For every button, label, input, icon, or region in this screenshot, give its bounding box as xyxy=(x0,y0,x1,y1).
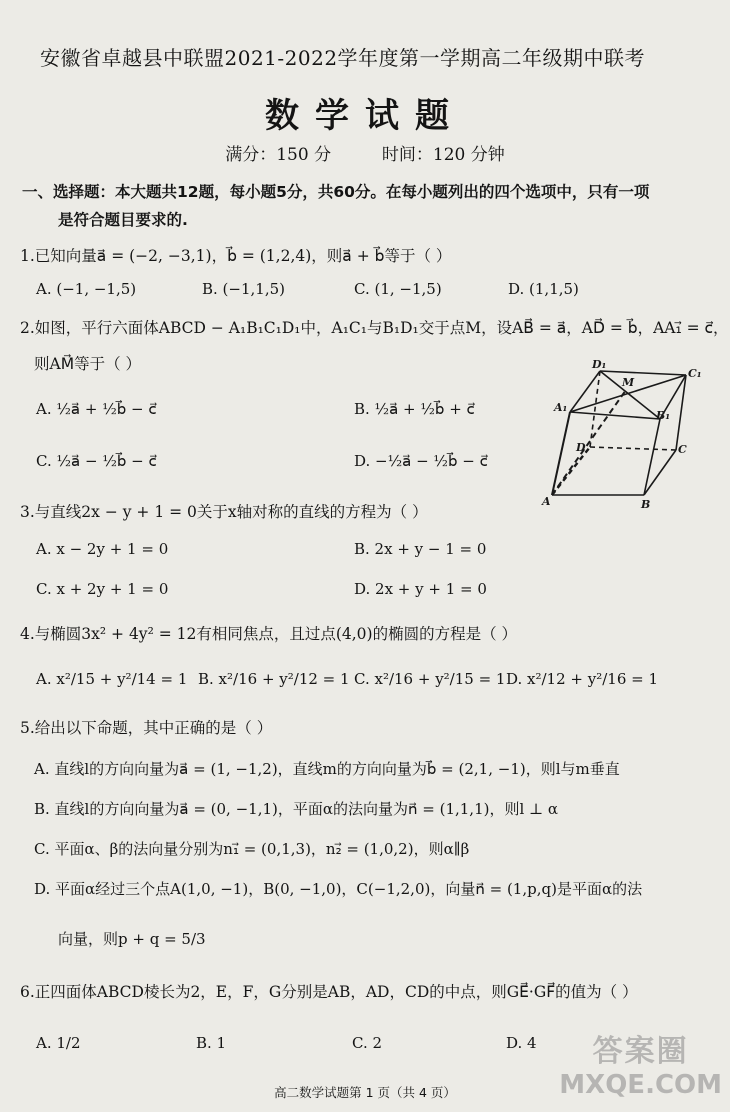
edge-b1-a1 xyxy=(570,412,660,419)
subject-title: 数学试题 xyxy=(265,96,465,136)
question-2-option-d: D. −½a⃗ − ½b⃗ − c⃗ xyxy=(354,452,488,470)
label-b: B xyxy=(641,498,651,511)
question-2-option-a: A. ½a⃗ + ½b⃗ − c⃗ xyxy=(36,400,157,418)
watermark-logo xyxy=(559,1026,722,1100)
question-3-option-b: B. 2x + y − 1 = 0 xyxy=(354,540,487,558)
question-3-stem: 3.与直线2x − y + 1 = 0关于x轴对称的直线的方程为（ ） xyxy=(20,503,428,521)
question-1-option-b: B. (−1,1,5) xyxy=(202,280,285,298)
question-2-stem-line2: 则AM⃗等于（ ） xyxy=(34,355,141,373)
label-a1: A₁ xyxy=(554,401,568,414)
question-5-option-b: B. 直线l的方向向量为a⃗ = (0, −1,1)，平面α的法向量为n⃗ = (1,1,1)，则l ⊥ α xyxy=(34,800,559,818)
question-3-option-d: D. 2x + y + 1 = 0 xyxy=(354,580,487,598)
page-footer: 高二数学试题第 1 页（共 4 页） xyxy=(274,1085,456,1100)
exam-header-title: 安徽省卓越县中联盟2021-2022学年度第一学期高二年级期中联考 xyxy=(40,46,646,70)
label-d: D xyxy=(576,441,586,454)
question-6-option-a: A. 1/2 xyxy=(36,1034,81,1052)
section-heading-line2: 是符合题目要求的. xyxy=(58,211,188,229)
question-4-option-c: C. x²/16 + y²/15 = 1 xyxy=(354,670,506,688)
question-5-option-c: C. 平面α、β的法向量分别为n₁⃗ = (0,1,3)，n₂⃗ = (1,0,2)，则α∥β xyxy=(34,840,470,858)
question-2-option-c: C. ½a⃗ − ½b⃗ − c⃗ xyxy=(36,452,157,470)
edge-d-c xyxy=(590,447,676,450)
watermark-text: 答案圈 xyxy=(592,1034,689,1069)
question-4-option-b: B. x²/16 + y²/12 = 1 xyxy=(198,670,350,688)
question-1-option-d: D. (1,1,5) xyxy=(508,280,579,298)
question-4-option-d: D. x²/12 + y²/16 = 1 xyxy=(506,670,659,688)
question-5-stem: 5.给出以下命题，其中正确的是（ ） xyxy=(20,719,273,737)
question-5-option-a: A. 直线l的方向向量为a⃗ = (1, −1,2)，直线m的方向向量为b⃗ = (2,1, −1)，则l与m垂直 xyxy=(34,760,620,778)
question-6-option-d: D. 4 xyxy=(506,1034,537,1052)
question-3-option-a: A. x − 2y + 1 = 0 xyxy=(36,540,169,558)
label-a: A xyxy=(542,495,551,508)
question-2-option-b: B. ½a⃗ + ½b⃗ + c⃗ xyxy=(354,400,475,418)
score-label: 满分：150 分 xyxy=(225,145,332,165)
question-6-option-c: C. 2 xyxy=(352,1034,383,1052)
label-m: M xyxy=(622,376,635,389)
question-6-stem: 6.正四面体ABCD棱长为2，E，F，G分别是AB，AD，CD的中点，则GE⃗·GF⃗的值为（ ） xyxy=(20,983,638,1001)
watermark-url: MXQE.COM xyxy=(559,1070,722,1100)
question-4-stem: 4.与椭圆3x² + 4y² = 12有相同焦点，且过点(4,0)的椭圆的方程是（ ） xyxy=(20,625,518,643)
exam-meta xyxy=(0,140,730,165)
parallelepiped-figure xyxy=(540,355,730,515)
question-6-option-b: B. 1 xyxy=(196,1034,227,1052)
question-2-stem-line1: 2.如图，平行六面体ABCD − A₁B₁C₁D₁中，A₁C₁与B₁D₁交于点M，设AB⃗ = a⃗，AD⃗ = b⃗，AA₁⃗ = c⃗， xyxy=(20,319,729,337)
question-1-stem: 1.已知向量a⃗ = (−2, −3,1)，b⃗ = (1,2,4)，则a⃗ + b⃗等于（ ） xyxy=(20,247,452,265)
question-5-option-d: D. 平面α经过三个点A(1,0, −1)，B(0, −1,0)，C(−1,2,0)，向量n⃗ = (1,p,q)是平面α的法 xyxy=(34,880,643,898)
edge-d1-c1 xyxy=(600,371,686,375)
label-c: C xyxy=(678,443,687,456)
question-4-option-a: A. x²/15 + y²/14 = 1 xyxy=(36,670,188,688)
question-1-option-c: C. (1, −1,5) xyxy=(354,280,442,298)
question-5-option-d-cont: 向量，则p + q = 5/3 xyxy=(58,930,206,948)
edge-c1-c xyxy=(676,375,686,450)
edge-a1-d1 xyxy=(570,371,600,412)
question-3-option-c: C. x + 2y + 1 = 0 xyxy=(36,580,169,598)
section-heading-line1: 一、选择题：本大题共12题，每小题5分，共60分。在每小题列出的四个选项中，只有一项 xyxy=(22,183,650,201)
label-b1: B₁ xyxy=(656,409,671,422)
label-c1: C₁ xyxy=(688,367,702,380)
label-d1: D₁ xyxy=(592,358,607,371)
question-1-option-a: A. (−1, −1,5) xyxy=(36,280,137,298)
time-label: 时间：120 分钟 xyxy=(381,145,505,165)
